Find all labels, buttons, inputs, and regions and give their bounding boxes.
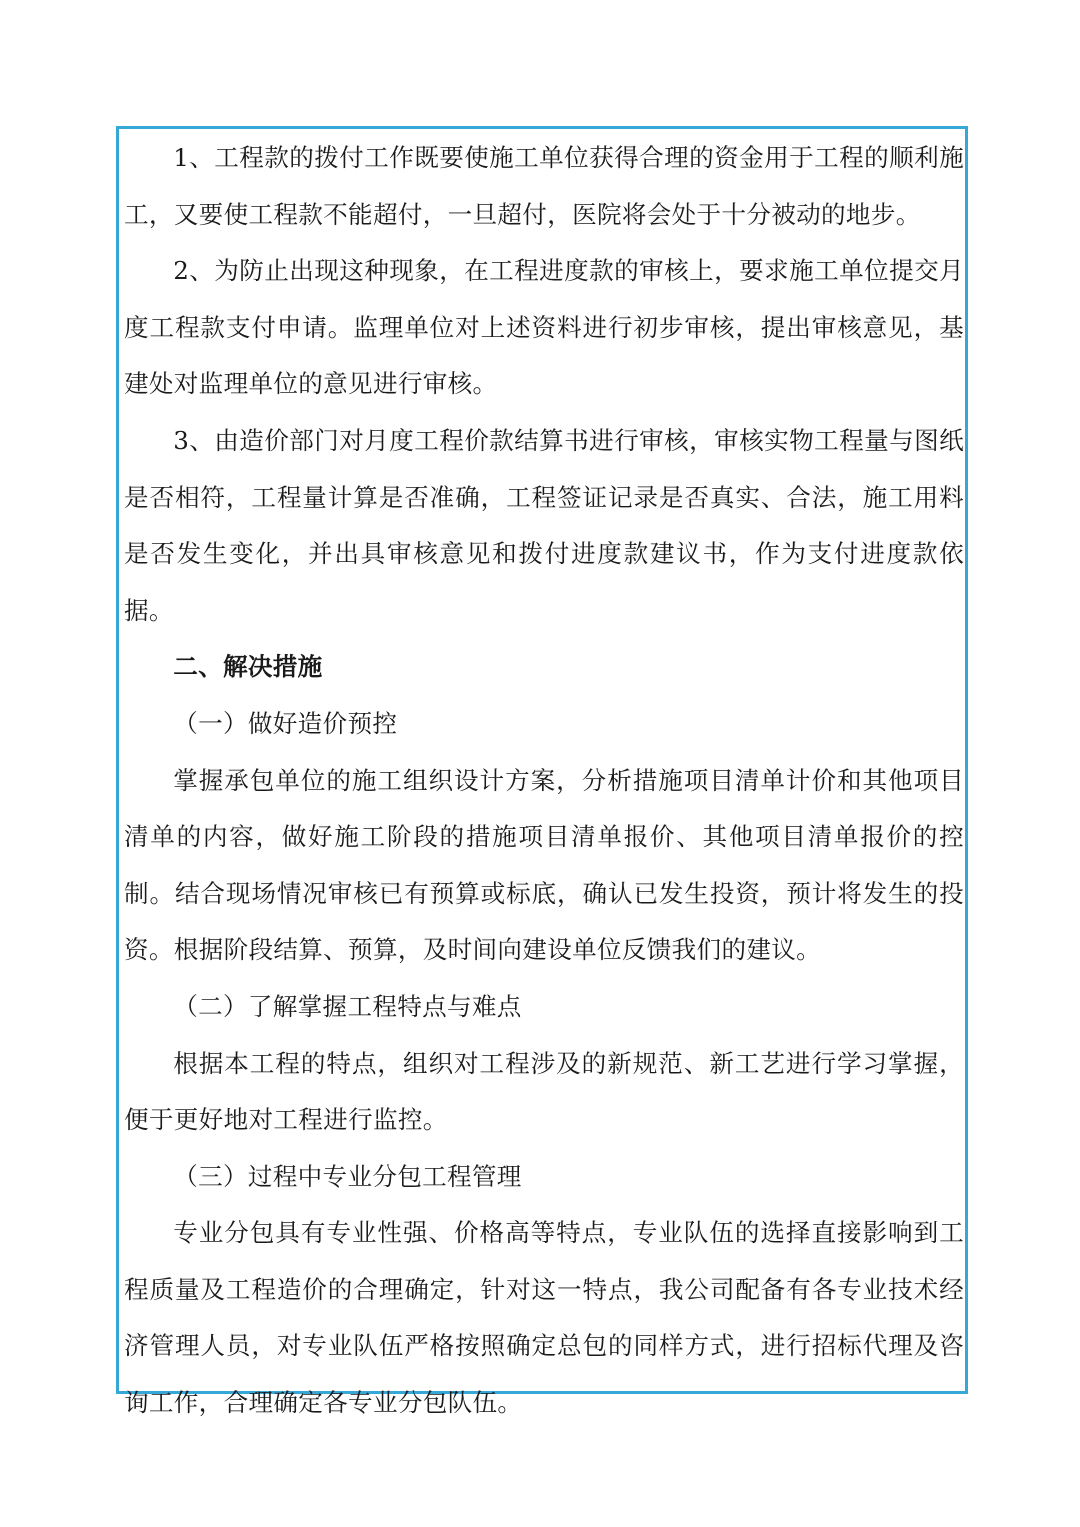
paragraph-subcontract-management: 专业分包具有专业性强、价格高等特点，专业队伍的选择直接影响到工程质量及工程造价的合理确定，针对这一特点，我公司配备有各专业技术经济管理人员，对专业队伍严格按照确定总包的同样方式，进行招标代理及咨询工作，合理确定各专业分包队伍。 <box>124 1218 964 1418</box>
paragraph-cost-precontrol: 掌握承包单位的施工组织设计方案，分析措施项目清单计价和其他项目清单的内容，做好施工阶段的措施项目清单报价、其他项目清单报价的控制。结合现场情况审核已有预算或标底，确认已发生投资，预计将发生的投资。根据阶段结算、预算，及时间向建设单位反馈我们的建议。 <box>124 765 964 965</box>
paragraph-payment-work: 1、工程款的拨付工作既要使施工单位获得合理的资金用于工程的顺利施工，又要使工程款不能超付，一旦超付，医院将会处于十分被动的地步。 <box>124 143 964 229</box>
paragraph-cost-review: 3、由造价部门对月度工程价款结算书进行审核，审核实物工程量与图纸是否相符，工程量计算是否准确，工程签证记录是否真实、合法，施工用料是否发生变化，并出具审核意见和拨付进度款建议书，作为支付进度款依据。 <box>124 425 964 625</box>
section-heading-solutions: 二、解决措施 <box>173 652 323 682</box>
document-body <box>124 130 964 1432</box>
paragraph-project-features: 根据本工程的特点，组织对工程涉及的新规范、新工艺进行学习掌握，便于更好地对工程进行监控。 <box>124 1048 964 1135</box>
subheading-project-features: （二）了解掌握工程特点与难点 <box>173 991 522 1021</box>
subheading-subcontract-management: （三）过程中专业分包工程管理 <box>173 1161 522 1191</box>
paragraph-prevention: 2、为防止出现这种现象，在工程进度款的审核上，要求施工单位提交月度工程款支付申请。监理单位对上述资料进行初步审核，提出审核意见，基建处对监理单位的意见进行审核。 <box>124 256 964 399</box>
subheading-cost-precontrol: （一）做好造价预控 <box>173 708 398 738</box>
